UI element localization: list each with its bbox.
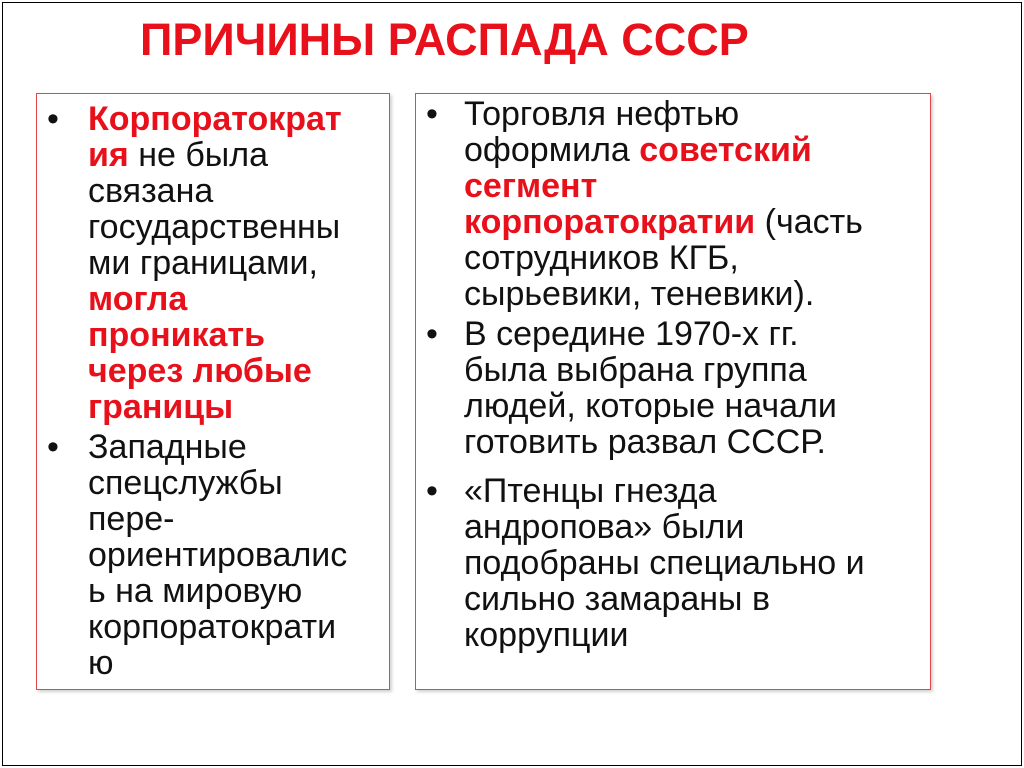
bullet-marker: • bbox=[47, 428, 59, 466]
body-text: «Птенцы гнезда bbox=[464, 472, 717, 510]
body-text: ю bbox=[88, 644, 114, 682]
body-text: связана bbox=[88, 172, 214, 210]
bullet-line bbox=[464, 473, 930, 509]
body-text: государственны bbox=[88, 208, 341, 246]
highlighted-text: сегмент bbox=[464, 167, 598, 205]
bullet-line bbox=[88, 645, 389, 681]
body-text: готовить развал СССР. bbox=[464, 423, 826, 461]
bullet-line bbox=[88, 537, 389, 573]
bullet-item bbox=[37, 101, 389, 425]
bullet-line bbox=[464, 240, 930, 276]
body-text: была выбрана группа bbox=[464, 351, 807, 389]
bullet-line bbox=[464, 352, 930, 388]
body-text: ориентировалис bbox=[88, 536, 348, 574]
bullet-line bbox=[464, 581, 930, 617]
bullet-line bbox=[88, 353, 389, 389]
bullet-line bbox=[88, 281, 389, 317]
body-text: спецслужбы bbox=[88, 464, 283, 502]
bullet-line bbox=[88, 245, 389, 281]
bullet-marker: • bbox=[426, 95, 438, 133]
body-text: андропова» были bbox=[464, 508, 745, 546]
bullet-line bbox=[464, 132, 930, 168]
bullet-line bbox=[464, 276, 930, 312]
bullet-line bbox=[88, 317, 389, 353]
body-text: (часть bbox=[755, 203, 863, 241]
bullet-item bbox=[37, 429, 389, 681]
left-text-box bbox=[36, 93, 390, 690]
bullet-line bbox=[88, 137, 389, 173]
right-text-box bbox=[415, 93, 931, 690]
bullet-marker: • bbox=[426, 315, 438, 353]
body-text: подобраны специально и bbox=[464, 544, 865, 582]
body-text: сотрудников КГБ, bbox=[464, 239, 739, 277]
highlighted-text: корпоратократии bbox=[464, 203, 756, 241]
bullet-line bbox=[88, 501, 389, 537]
bullet-line bbox=[464, 424, 930, 460]
bullet-line bbox=[88, 173, 389, 209]
highlighted-text: границы bbox=[88, 388, 234, 426]
body-text: сырьевики, теневики). bbox=[464, 275, 815, 313]
highlighted-text: ия bbox=[88, 136, 129, 174]
bullet-line bbox=[464, 545, 930, 581]
highlighted-text: через любые bbox=[88, 352, 312, 390]
bullet-line bbox=[464, 617, 930, 653]
bullet-line bbox=[464, 388, 930, 424]
bullet-line bbox=[464, 316, 930, 352]
highlighted-text: Корпоратократ bbox=[88, 100, 342, 138]
highlighted-text: советский bbox=[639, 131, 812, 169]
body-text: ь на мировую bbox=[88, 572, 303, 610]
body-text: Западные bbox=[88, 428, 247, 466]
bullet-line bbox=[88, 209, 389, 245]
bullet-marker: • bbox=[47, 100, 59, 138]
body-text: коррупции bbox=[464, 616, 629, 654]
bullet-item bbox=[416, 316, 930, 460]
body-text: ми границами, bbox=[88, 244, 318, 282]
bullet-line bbox=[88, 101, 389, 137]
body-text: Торговля нефтью bbox=[464, 95, 740, 133]
bullet-line bbox=[88, 389, 389, 425]
bullet-line bbox=[88, 609, 389, 645]
bullet-line bbox=[464, 204, 930, 240]
bullet-line bbox=[464, 168, 930, 204]
body-text: сильно замараны в bbox=[464, 580, 770, 618]
highlighted-text: могла bbox=[88, 280, 188, 318]
body-text: не была bbox=[128, 136, 268, 174]
bullet-marker: • bbox=[426, 472, 438, 510]
bullet-line bbox=[88, 465, 389, 501]
highlighted-text: проникать bbox=[88, 316, 265, 354]
bullet-line bbox=[88, 573, 389, 609]
bullet-line bbox=[88, 429, 389, 465]
body-text: корпоратократи bbox=[88, 608, 337, 646]
body-text: пере- bbox=[88, 500, 175, 538]
bullet-line bbox=[464, 509, 930, 545]
body-text: людей, которые начали bbox=[464, 387, 837, 425]
bullet-item bbox=[416, 96, 930, 312]
bullet-line bbox=[464, 96, 930, 132]
body-text: оформила bbox=[464, 131, 640, 169]
bullet-item bbox=[416, 473, 930, 653]
slide-title: ПРИЧИНЫ РАСПАДА СССР bbox=[140, 14, 749, 65]
body-text: В середине 1970-х гг. bbox=[464, 315, 799, 353]
